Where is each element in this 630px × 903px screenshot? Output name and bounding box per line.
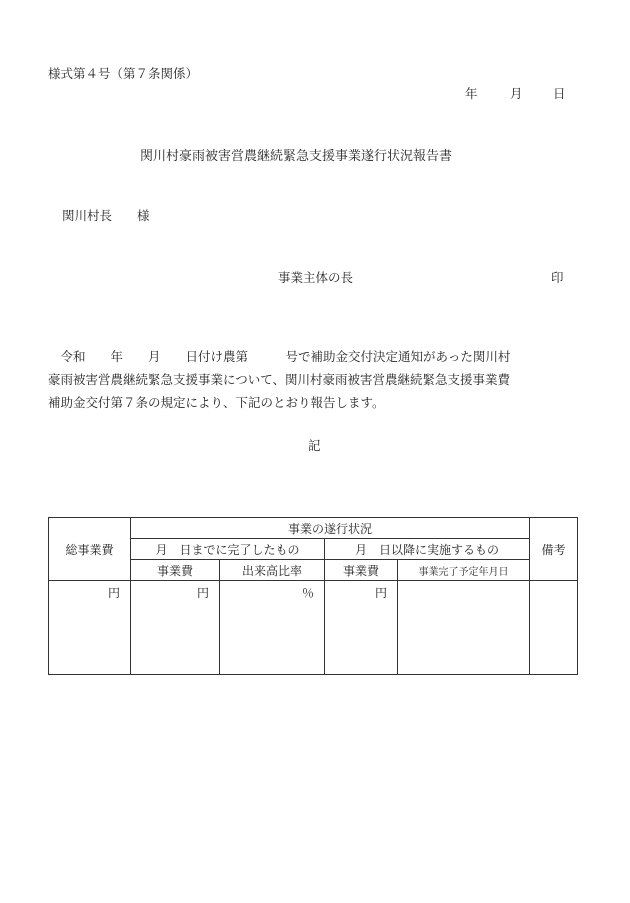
seal-mark: 印 — [551, 270, 564, 285]
remarks-header: 備考 — [530, 518, 578, 581]
percent-unit: ％ — [301, 586, 314, 600]
completed-header: 月 日までに完了したもの — [131, 539, 325, 560]
body-line: 補助金交付第７条の規定により、下記のとおり報告します。 — [48, 395, 385, 410]
total-cost-header: 総事業費 — [49, 518, 131, 581]
document-title: 関川村豪雨被害営農継続緊急支援事業遂行状況報告書 — [140, 149, 453, 164]
sender-label: 事業主体の長 — [278, 270, 354, 285]
planned-cost-header: 事業費 — [325, 560, 398, 581]
body-line: 豪雨被害営農継続緊急支援事業について、関川村豪雨被害営農継続緊急支援事業費 — [48, 372, 511, 387]
ki-heading: 記 — [308, 438, 321, 453]
remarks-cell — [530, 581, 578, 675]
yen-unit: 円 — [374, 586, 387, 600]
status-table — [48, 517, 578, 675]
date-year: 年 — [465, 86, 478, 101]
completed-cost-cell — [131, 581, 220, 675]
progress-rate-header: 出来高比率 — [220, 560, 325, 581]
completion-date-cell — [398, 581, 530, 675]
addressee: 関川村長 様 — [62, 208, 150, 223]
progress-rate-cell — [220, 581, 325, 675]
completed-cost-header: 事業費 — [131, 560, 220, 581]
form-number: 様式第４号（第７条関係） — [48, 66, 199, 81]
status-header: 事業の遂行状況 — [131, 518, 530, 539]
body-paragraph — [48, 345, 583, 414]
yen-unit: 円 — [196, 586, 209, 600]
completion-date-header: 事業完了予定年月日 — [398, 560, 530, 581]
yen-unit: 円 — [107, 586, 120, 600]
total-cost-cell — [49, 581, 131, 675]
date-month: 月 — [510, 86, 523, 101]
planned-cost-cell — [325, 581, 398, 675]
planned-header: 月 日以降に実施するもの — [325, 539, 530, 560]
body-line: 令和 年 月 日付け農第 号で補助金交付決定通知があった関川村 — [48, 349, 511, 364]
date-day: 日 — [553, 86, 566, 101]
